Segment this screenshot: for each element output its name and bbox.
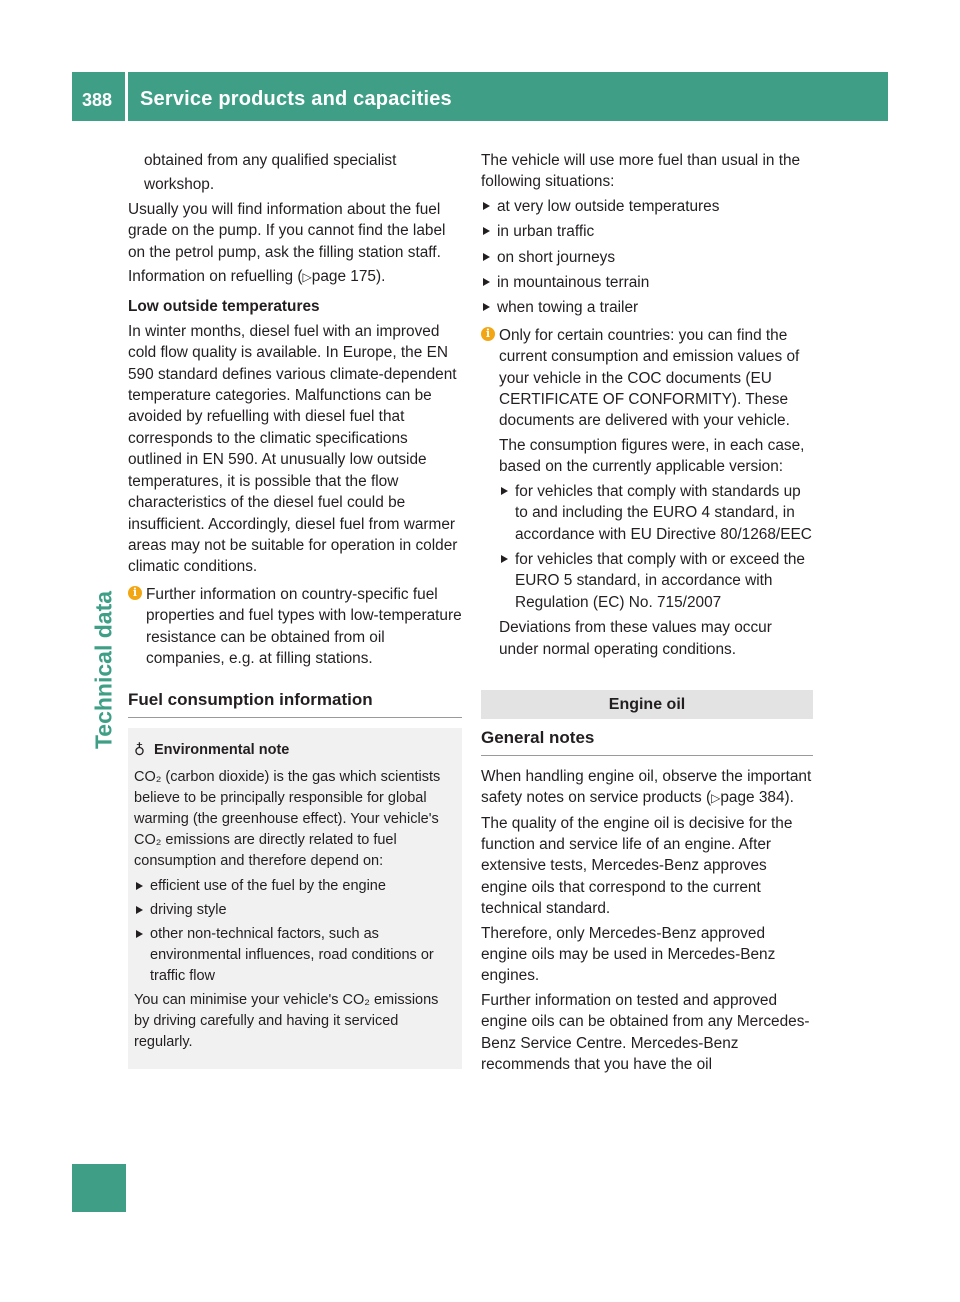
side-tab-label: Technical data xyxy=(90,590,117,750)
environmental-note-label: Environmental note xyxy=(154,741,290,758)
page-ref-arrow-icon: ▷ xyxy=(711,791,721,806)
header-divider xyxy=(125,72,128,121)
list-item: on short journeys xyxy=(481,247,813,268)
list-item: other non-technical factors, such as environmental influences, road conditions or traffic flow xyxy=(134,924,454,987)
general-notes-heading: General notes xyxy=(481,727,813,755)
list-item: in urban traffic xyxy=(481,221,813,242)
fuel-consumption-heading: Fuel consumption information xyxy=(128,689,462,717)
info-icon: i xyxy=(481,327,495,341)
deviations-paragraph: Deviations from these values may occur under normal operating conditions. xyxy=(499,619,772,658)
right-column xyxy=(481,150,813,1078)
list-item: when towing a trailer xyxy=(481,297,813,318)
env-paragraph-2: You can minimise your vehicle's CO₂ emissions by driving carefully and having it serviced regularly. xyxy=(134,991,439,1050)
list-item: driving style xyxy=(134,900,454,921)
list-item: for vehicles that comply with standards up to and including the EURO 4 standard, in accordance with EU Directive 80/1268/EEC xyxy=(499,481,813,545)
safety-notes-page-link[interactable]: page 384). xyxy=(720,789,794,807)
environment-icon: ♁ xyxy=(134,740,145,759)
section-title: Service products and capacities xyxy=(140,88,452,110)
info-note-right xyxy=(481,325,813,660)
continuation-line-1: obtained from any qualified specialist xyxy=(144,152,397,169)
low-temp-heading: Low outside temperatures xyxy=(128,298,320,316)
environmental-note-box xyxy=(128,728,462,1069)
refuelling-page-link[interactable]: page 175). xyxy=(311,268,386,286)
low-temp-paragraph: In winter months, diesel fuel with an improved cold flow quality is available. In Europe, the EN 590 standard defines various climate-dependent temperature categories. Malfunctions can be avoided by refuelling with diesel fuel that corresponds to the climatic specifications outlined in EN 590. At unusually low outside temperatures, it is possible that the flow characteristics of the diesel fuel could be insufficient. Accordingly, diesel fuel from warmer areas may not be suitable for operation in colder climatic conditions. xyxy=(128,322,458,576)
side-tab-block xyxy=(72,1164,126,1212)
consumption-basis-paragraph: The consumption figures were, in each case, based on the currently applicable version: xyxy=(499,436,805,476)
info-icon: i xyxy=(128,586,142,600)
list-item: efficient use of the fuel by the engine xyxy=(134,876,454,897)
env-factor-list xyxy=(134,876,454,987)
refuelling-reference xyxy=(128,266,462,288)
page-ref-arrow-icon: ▷ xyxy=(302,270,312,285)
approved-oils-paragraph: Therefore, only Mercedes-Benz approved engine oils may be used in Mercedes-Benz engines. xyxy=(481,924,776,985)
info-note-text: Further information on country-specific fuel properties and fuel types with low-temperature resistance can be obtained from oil companies, e.g. at filling stations. xyxy=(146,585,462,667)
refuelling-prefix: Information on refuelling ( xyxy=(128,268,303,286)
situation-list xyxy=(481,196,813,319)
coc-paragraph: Only for certain countries: you can find the current consumption and emission values of your vehicle in the COC documents (EU CERTIFICATE OF CONFORMITY). These documents are delivered with your vehicle. xyxy=(499,326,800,430)
standards-list xyxy=(499,481,813,613)
list-item: for vehicles that comply with or exceed the EURO 5 standard, in accordance with Regulation (EC) No. 715/2007 xyxy=(499,549,813,613)
continuation-line-2: workshop. xyxy=(144,176,215,194)
environmental-note-title xyxy=(134,740,454,761)
safety-notes-prefix: When handling engine oil, observe the important safety notes on service products ( xyxy=(481,767,812,807)
fuel-grade-paragraph: Usually you will find information about the fuel grade on the pump. If you cannot find the label on the petrol pump, ask the filling station staff. xyxy=(128,200,446,261)
page-number: 388 xyxy=(82,90,113,110)
list-item: at very low outside temperatures xyxy=(481,196,813,217)
list-item: in mountainous terrain xyxy=(481,272,813,293)
info-note-left xyxy=(128,584,462,670)
engine-oil-title: Engine oil xyxy=(608,695,686,713)
further-info-paragraph: Further information on tested and approved engine oils can be obtained from any Mercedes-Benz Service Centre. Mercedes-Benz recommends that you have the oil xyxy=(481,991,810,1074)
safety-notes-reference xyxy=(481,766,813,810)
env-paragraph-1: CO₂ (carbon dioxide) is the gas which scientists believe to be principally responsible for global warming (the greenhouse effect). Your vehicle's CO₂ emissions are directly related to fuel consumption and therefore depend on: xyxy=(134,768,441,869)
consumption-intro: The vehicle will use more fuel than usual in the following situations: xyxy=(481,152,801,191)
engine-oil-section-bar xyxy=(481,690,813,719)
left-column xyxy=(128,150,462,1069)
oil-quality-paragraph: The quality of the engine oil is decisive for the function and service life of an engine. After extensive tests, Mercedes-Benz approves engine oils that correspond to the current technical standard. xyxy=(481,814,793,918)
